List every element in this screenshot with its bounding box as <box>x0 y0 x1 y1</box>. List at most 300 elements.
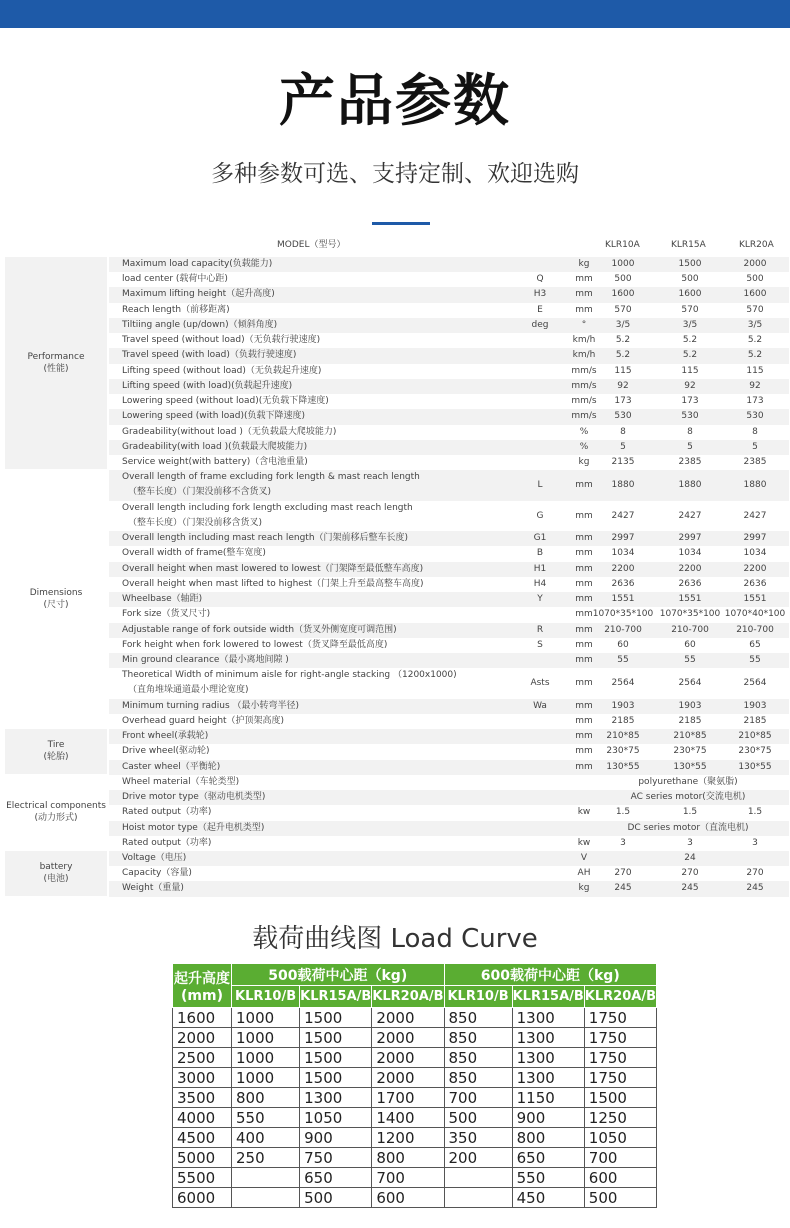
spec-label: Overall length including mast reach length（门架前移后整车长度) <box>122 533 409 544</box>
lift-height-cell: 3000 <box>173 1068 232 1088</box>
spec-value-model-2: 2427 <box>678 510 702 521</box>
spec-row <box>109 303 789 318</box>
spec-group-name-cn: (轮胎) <box>43 752 69 763</box>
spec-value-model-2: 60 <box>684 639 696 650</box>
spec-value-model-1: 3 <box>620 837 626 848</box>
spec-value-model-2: 1034 <box>678 548 702 559</box>
spec-unit: mm <box>575 480 593 491</box>
spec-value-model-1: 210*85 <box>606 731 640 742</box>
spec-value-model-1: 2997 <box>611 533 635 544</box>
spec-label <box>122 470 420 500</box>
model-header: KLR15A/B <box>300 986 372 1008</box>
spec-label: Drive wheel(驱动轮) <box>122 746 210 757</box>
spec-value-model-1: 5 <box>620 441 626 452</box>
spec-label: Overall height when mast lowered to lowest（门架降至最低整车高度) <box>122 563 424 574</box>
table-row <box>173 1068 657 1088</box>
lift-height-cell: 2500 <box>173 1048 232 1068</box>
spec-value-model-2: 245 <box>681 883 699 894</box>
load-cell: 1300 <box>512 1068 584 1088</box>
spec-value-model-3 <box>719 851 790 866</box>
lift-height-cell: 3500 <box>173 1088 232 1108</box>
load-cell: 1750 <box>584 1068 656 1088</box>
load-cell: 850 <box>444 1028 512 1048</box>
spec-label: Lowering speed (without load)(无负载下降速度) <box>122 396 329 407</box>
load-cell: 2000 <box>372 1048 444 1068</box>
spec-row <box>109 318 789 333</box>
spec-symbol: S <box>537 639 543 650</box>
load-cell: 650 <box>300 1168 372 1188</box>
load-cell: 500 <box>300 1188 372 1208</box>
spec-label: Lowering speed (with load)(负载下降速度) <box>122 411 306 422</box>
spec-value-model-1: 115 <box>614 365 632 376</box>
spec-row <box>109 592 789 607</box>
spec-group-name-cn: (尺寸) <box>43 600 69 611</box>
spec-value-model-3: 2185 <box>743 715 767 726</box>
spec-value-model-3: 2000 <box>743 259 767 269</box>
model-header: KLR20A/B <box>584 986 656 1008</box>
spec-value-model-2: 230*75 <box>673 746 707 757</box>
spec-value-model-1: 2135 <box>611 456 635 467</box>
spec-label: Gradeability(without load )（无负载最大爬坡能力) <box>122 426 337 437</box>
spec-value-model-2: 210*85 <box>673 731 707 742</box>
spec-label: Minimum turning radius （最小转弯半径) <box>122 700 300 711</box>
spec-row <box>109 440 789 455</box>
spec-unit: mm <box>575 639 593 650</box>
load-cell: 700 <box>444 1088 512 1108</box>
spec-group-name-cn: (电池) <box>43 874 69 885</box>
spec-unit: mm/s <box>571 396 597 407</box>
col-header-height: 起升高度(mm) <box>173 964 232 1008</box>
spec-value-model-2: 3/5 <box>682 319 698 330</box>
spec-row <box>109 760 789 775</box>
load-cell <box>232 1168 300 1188</box>
spec-value-model-1: 1903 <box>611 700 635 711</box>
spec-value-model-2: 92 <box>684 380 696 391</box>
spec-label: Overall height when mast lifted to highest（门架上升至最高整车高度) <box>122 578 424 589</box>
spec-unit: kw <box>577 807 591 818</box>
spec-label: Hoist motor type（起升电机类型) <box>122 822 265 833</box>
lift-height-cell: 2000 <box>173 1028 232 1048</box>
spec-group-name-cn: (性能) <box>43 364 69 375</box>
spec-unit: kg <box>578 259 590 269</box>
spec-unit: V <box>580 852 588 863</box>
spec-value-model-3: 130*55 <box>738 761 772 772</box>
spec-row <box>109 729 789 744</box>
lift-height-cell: 5500 <box>173 1168 232 1188</box>
model-header: KLR15A/B <box>512 986 584 1008</box>
spec-row <box>109 638 789 653</box>
spec-value-model-3: 2200 <box>743 563 767 574</box>
load-cell: 800 <box>372 1148 444 1168</box>
spec-value-model-1 <box>587 851 659 866</box>
spec-header-model-3: KLR20A <box>739 240 774 250</box>
spec-value-model-3: 270 <box>746 868 764 879</box>
spec-value-model-1: 245 <box>614 883 632 894</box>
spec-value-model-2: 1500 <box>678 259 702 269</box>
spec-label: Wheel material（车轮类型) <box>122 776 240 787</box>
spec-value-model-3: 1551 <box>743 594 767 605</box>
load-cell: 1000 <box>232 1048 300 1068</box>
load-cell: 1300 <box>512 1028 584 1048</box>
load-cell: 450 <box>512 1188 584 1208</box>
table-row <box>173 1108 657 1128</box>
spec-row <box>109 470 789 500</box>
spec-label-line-1: Theoretical Width of minimum aisle for right-angle stacking （1200x1000) <box>122 670 457 681</box>
spec-row <box>109 836 789 851</box>
spec-value-model-2: 2200 <box>678 563 702 574</box>
spec-value-model-1: 270 <box>614 868 632 879</box>
table-row <box>173 1188 657 1208</box>
spec-symbol: Q <box>536 274 544 285</box>
spec-symbol: G <box>536 510 544 521</box>
spec-group <box>5 257 107 469</box>
load-cell: 650 <box>512 1148 584 1168</box>
spec-row <box>109 348 789 363</box>
spec-row <box>109 881 789 896</box>
spec-value-model-3: 2564 <box>743 678 767 689</box>
load-cell: 600 <box>584 1168 656 1188</box>
spec-label: Rated output（功率) <box>122 837 212 848</box>
spec-unit: mm <box>575 304 593 315</box>
spec-value-model-3: 65 <box>749 639 761 650</box>
spec-label: Tiltiing angle (up/down)（倾斜角度) <box>122 319 278 330</box>
spec-label: Rated output（功率) <box>122 807 212 818</box>
model-header: KLR20A/B <box>372 986 444 1008</box>
spec-value-model-1: 1034 <box>611 548 635 559</box>
spec-unit: mm <box>575 609 593 620</box>
spec-row <box>109 623 789 638</box>
spec-unit: km/h <box>572 335 596 346</box>
spec-value-model-2: 1880 <box>678 480 702 491</box>
spec-row <box>109 821 789 836</box>
spec-value-model-1: 1551 <box>611 594 635 605</box>
spec-value-model-2: 210-700 <box>671 624 709 635</box>
load-cell: 1050 <box>300 1108 372 1128</box>
spec-unit: mm <box>575 761 593 772</box>
spec-label: Lifting speed (without load)（无负载起升速度) <box>122 365 322 376</box>
spec-symbol: H1 <box>533 563 547 574</box>
title-accent-line <box>372 222 430 225</box>
spec-label: Caster wheel（平衡轮) <box>122 761 221 772</box>
spec-value-model-2: 24 <box>684 852 696 863</box>
spec-symbol: R <box>536 624 544 635</box>
spec-label: Capacity（容量) <box>122 868 192 879</box>
spec-value-model-3: 8 <box>752 426 758 437</box>
load-cell: 500 <box>584 1188 656 1208</box>
load-cell: 1500 <box>300 1068 372 1088</box>
load-cell: 1700 <box>372 1088 444 1108</box>
spec-value-model-3: 245 <box>746 883 764 894</box>
spec-value-model-3: 530 <box>746 411 764 422</box>
spec-group-name-cn: (动力形式) <box>34 813 78 824</box>
spec-value-model-3: 55 <box>749 654 761 665</box>
spec-label: Fork size（货叉尺寸) <box>122 609 211 620</box>
spec-unit: mm/s <box>571 380 597 391</box>
load-cell: 1750 <box>584 1008 656 1028</box>
load-cell: 2000 <box>372 1068 444 1088</box>
spec-symbol: H4 <box>533 578 547 589</box>
load-cell: 1000 <box>232 1008 300 1028</box>
spec-row <box>109 333 789 348</box>
spec-value-model-3: 1034 <box>743 548 767 559</box>
spec-value-model-3: 2427 <box>743 510 767 521</box>
spec-group-name: Performance <box>27 352 85 363</box>
spec-unit: mm <box>575 533 593 544</box>
spec-row <box>109 562 789 577</box>
spec-group <box>5 775 107 850</box>
spec-value-model-2: 1070*35*100 <box>659 609 721 620</box>
spec-unit: mm <box>575 563 593 574</box>
spec-value-model-3: 1600 <box>743 289 767 300</box>
spec-label: Service weight(with battery)（含电池重量) <box>122 456 308 467</box>
spec-unit: kg <box>578 456 590 467</box>
spec-unit: km/h <box>572 350 596 361</box>
spec-row <box>109 257 789 272</box>
spec-unit: mm <box>575 594 593 605</box>
spec-value-model-1: 530 <box>614 411 632 422</box>
spec-unit: mm <box>575 731 593 742</box>
load-cell: 550 <box>512 1168 584 1188</box>
spec-value-model-3: 210-700 <box>736 624 774 635</box>
spec-value-model-1: 2200 <box>611 563 635 574</box>
lift-height-cell: 1600 <box>173 1008 232 1028</box>
spec-row <box>109 272 789 287</box>
spec-value-model-3: 115 <box>746 365 764 376</box>
spec-value-model-1: 2564 <box>611 678 635 689</box>
spec-symbol: L <box>537 480 543 491</box>
spec-value-model-3: 2385 <box>743 456 767 467</box>
spec-value-model-3: 5 <box>752 441 758 452</box>
load-cell: 1000 <box>232 1028 300 1048</box>
spec-value-model-2: 500 <box>681 274 699 285</box>
spec-label: Travel speed (with load)（负载行驶速度) <box>122 350 297 361</box>
spec-symbol: Y <box>537 594 543 605</box>
spec-value-model-3: 5.2 <box>747 335 763 346</box>
spec-symbol: H3 <box>533 289 547 300</box>
spec-value-model-3: 2636 <box>743 578 767 589</box>
spec-merged-value: DC series motor（直流电机) <box>627 822 749 833</box>
spec-value-model-3: 3/5 <box>747 319 763 330</box>
load-cell: 800 <box>232 1088 300 1108</box>
spec-header-model: MODEL（型号） <box>277 240 346 250</box>
spec-value-model-3: 1.5 <box>747 807 763 818</box>
spec-value-model-2: 3 <box>687 837 693 848</box>
spec-header-model-1: KLR10A <box>605 240 640 250</box>
spec-value-model-1: 1000 <box>611 259 635 269</box>
spec-row <box>109 577 789 592</box>
lift-height-cell: 5000 <box>173 1148 232 1168</box>
spec-unit: mm/s <box>571 365 597 376</box>
spec-value-model-1: 5.2 <box>615 350 631 361</box>
spec-value-model-3: 1880 <box>743 480 767 491</box>
load-cell <box>232 1188 300 1208</box>
load-cell: 1250 <box>584 1108 656 1128</box>
table-row <box>173 1008 657 1028</box>
load-cell: 1750 <box>584 1048 656 1068</box>
spec-value-model-2: 1600 <box>678 289 702 300</box>
spec-group-name: Dimensions <box>29 588 83 599</box>
spec-value-model-1: 92 <box>617 380 629 391</box>
load-cell: 550 <box>232 1108 300 1128</box>
spec-unit: kw <box>577 837 591 848</box>
spec-label: Overall width of frame(整车宽度) <box>122 548 266 559</box>
spec-unit: mm <box>575 274 593 285</box>
load-cell: 1500 <box>300 1008 372 1028</box>
spec-value-model-2: 130*55 <box>673 761 707 772</box>
table-row <box>173 1048 657 1068</box>
load-cell: 1750 <box>584 1028 656 1048</box>
spec-label-line-2: （整车长度）（门架没前移不含货叉) <box>128 487 272 498</box>
spec-unit: % <box>579 441 589 452</box>
load-cell: 1000 <box>232 1068 300 1088</box>
spec-label: load center (载荷中心距) <box>122 274 228 285</box>
spec-value-model-2: 270 <box>681 868 699 879</box>
spec-row <box>109 668 789 698</box>
spec-unit: AH <box>577 868 591 879</box>
col-group-500: 500载荷中心距（kg) <box>232 964 444 986</box>
spec-unit: mm <box>575 746 593 757</box>
spec-label: Drive motor type（驱动电机类型) <box>122 792 266 803</box>
load-cell: 1300 <box>512 1008 584 1028</box>
spec-value-model-1: 8 <box>620 426 626 437</box>
load-cell: 2000 <box>372 1008 444 1028</box>
col-group-600: 600载荷中心距（kg) <box>444 964 657 986</box>
spec-row <box>109 546 789 561</box>
spec-row <box>109 425 789 440</box>
spec-row <box>109 805 789 820</box>
spec-value-model-1: 2427 <box>611 510 635 521</box>
spec-row <box>109 790 789 805</box>
spec-label-line-1: Overall length of frame excluding fork length & mast reach length <box>122 472 420 483</box>
load-cell: 200 <box>444 1148 512 1168</box>
spec-row <box>109 531 789 546</box>
spec-label-line-2: （整车长度）（门架没前移含货叉) <box>128 517 263 528</box>
spec-value-model-3: 3 <box>752 837 758 848</box>
spec-row <box>109 455 789 470</box>
spec-row <box>109 364 789 379</box>
spec-value-model-3: 500 <box>746 274 764 285</box>
spec-label: Front wheel(承载轮) <box>122 731 209 742</box>
spec-unit: mm <box>575 578 593 589</box>
spec-unit: mm/s <box>571 411 597 422</box>
spec-symbol: G1 <box>533 533 547 544</box>
load-cell: 1300 <box>512 1048 584 1068</box>
spec-value-model-2: 1903 <box>678 700 702 711</box>
spec-row <box>109 866 789 881</box>
table-row <box>173 1088 657 1108</box>
load-cell: 850 <box>444 1048 512 1068</box>
load-cell: 1500 <box>584 1088 656 1108</box>
spec-unit: mm <box>575 678 593 689</box>
spec-group <box>5 470 107 728</box>
load-cell: 250 <box>232 1148 300 1168</box>
load-cell <box>444 1168 512 1188</box>
load-cell: 1300 <box>300 1088 372 1108</box>
spec-value-model-2: 2185 <box>678 715 702 726</box>
spec-label: Voltage（电压) <box>122 852 187 863</box>
spec-merged-value: AC series motor(交流电机) <box>630 792 746 803</box>
spec-value-model-2: 5.2 <box>682 350 698 361</box>
spec-value-model-3: 2997 <box>743 533 767 544</box>
spec-label: Fork height when fork lowered to lowest（货叉降至最低高度) <box>122 639 388 650</box>
spec-value-model-2: 8 <box>687 426 693 437</box>
spec-row <box>109 653 789 668</box>
spec-label: Adjustable range of fork outside width（货叉外侧宽度可调范围) <box>122 624 397 635</box>
spec-symbol: Asts <box>530 678 550 689</box>
spec-value-model-2: 1551 <box>678 594 702 605</box>
spec-value-model-2: 2564 <box>678 678 702 689</box>
load-cell: 900 <box>512 1108 584 1128</box>
spec-label: Overhead guard height（护顶架高度) <box>122 715 285 726</box>
spec-unit: mm <box>575 715 593 726</box>
spec-value-model-3: 230*75 <box>738 746 772 757</box>
spec-label: Lifting speed (with load)(负载起升速度) <box>122 380 293 391</box>
load-cell: 800 <box>512 1128 584 1148</box>
spec-value-model-3: 1903 <box>743 700 767 711</box>
top-banner-bar <box>0 0 790 28</box>
spec-value-model-1: 230*75 <box>606 746 640 757</box>
spec-label <box>122 668 457 698</box>
spec-group-name: Tire <box>47 740 65 751</box>
load-cell: 2000 <box>372 1028 444 1048</box>
spec-merged-value: polyurethane（聚氨脂) <box>638 776 738 787</box>
spec-row <box>109 775 789 790</box>
spec-value-model-1: 210-700 <box>604 624 642 635</box>
spec-value-model-3: 92 <box>749 380 761 391</box>
spec-value-model-3: 5.2 <box>747 350 763 361</box>
spec-value-model-1: 173 <box>614 396 632 407</box>
load-cell: 500 <box>444 1108 512 1128</box>
spec-symbol: E <box>537 304 543 315</box>
spec-unit: mm <box>575 700 593 711</box>
spec-value-model-1: 5.2 <box>615 335 631 346</box>
spec-value-model-3: 210*85 <box>738 731 772 742</box>
spec-value-model-3: 173 <box>746 396 764 407</box>
load-cell: 850 <box>444 1068 512 1088</box>
spec-row <box>109 851 789 866</box>
spec-label-line-2: （直角堆垛通道最小理论宽度) <box>128 685 249 696</box>
spec-value-model-1: 2185 <box>611 715 635 726</box>
spec-row <box>109 714 789 729</box>
load-cell: 700 <box>584 1148 656 1168</box>
spec-symbol: B <box>536 548 544 559</box>
table-row <box>173 1028 657 1048</box>
spec-group <box>5 851 107 896</box>
spec-unit: mm <box>575 654 593 665</box>
spec-label: Gradeability(with load )(负载最大爬坡能力) <box>122 441 308 452</box>
spec-symbol: Wa <box>533 700 547 711</box>
spec-row <box>109 501 789 531</box>
lift-height-cell: 4000 <box>173 1108 232 1128</box>
spec-value-model-3: 1070*40*100 <box>724 609 786 620</box>
spec-group <box>5 729 107 774</box>
load-curve-title: 载荷曲线图 Load Curve <box>252 924 538 954</box>
load-cell: 750 <box>300 1148 372 1168</box>
spec-value-model-1: 60 <box>617 639 629 650</box>
load-cell: 700 <box>372 1168 444 1188</box>
spec-row <box>109 699 789 714</box>
spec-value-model-1: 130*55 <box>606 761 640 772</box>
spec-label: Maximum load capacity(负载能力) <box>122 259 273 269</box>
spec-value-model-2: 173 <box>681 396 699 407</box>
spec-unit: ° <box>581 319 587 330</box>
load-cell: 1500 <box>300 1028 372 1048</box>
spec-value-model-2: 570 <box>681 304 699 315</box>
spec-row <box>109 607 789 622</box>
spec-value-model-2: 2385 <box>678 456 702 467</box>
load-cell: 350 <box>444 1128 512 1148</box>
spec-value-model-1: 500 <box>614 274 632 285</box>
